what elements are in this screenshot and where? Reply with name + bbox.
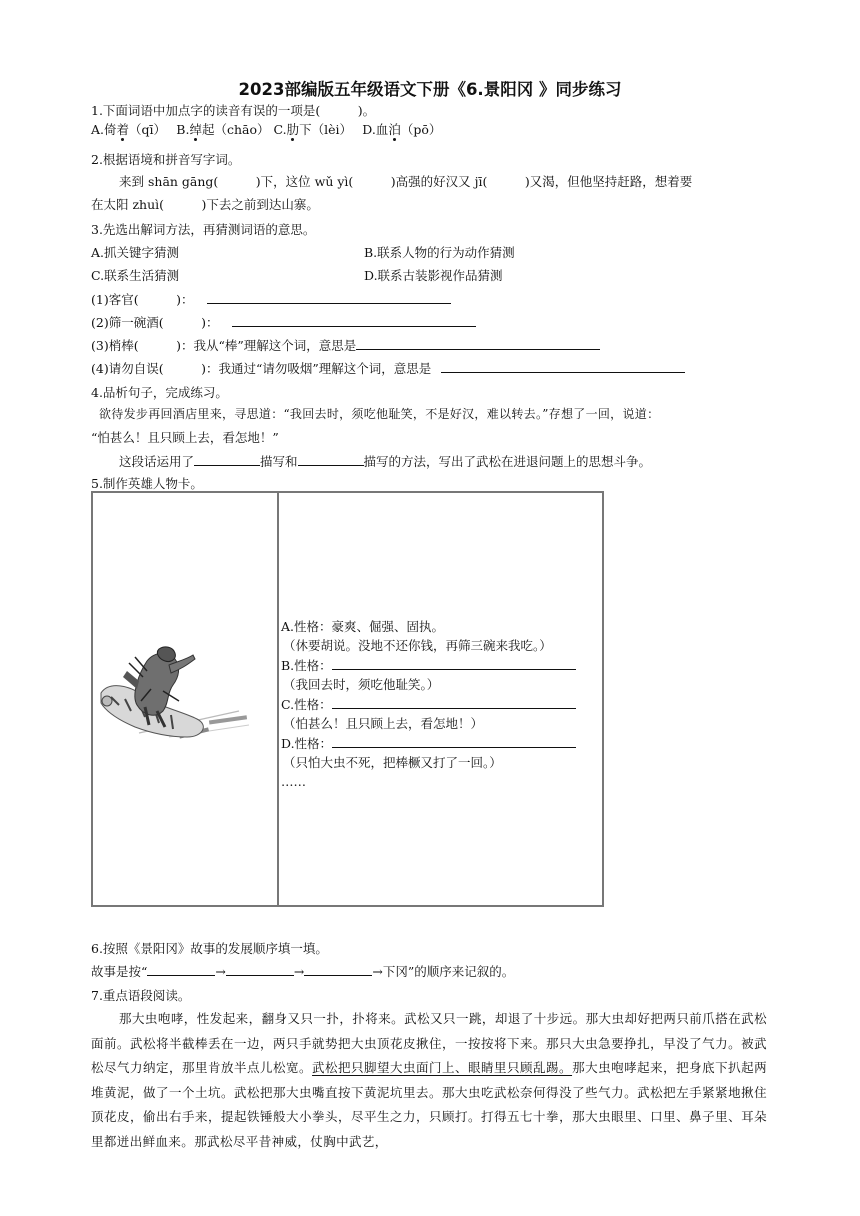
q3-item-1: (1)客官( )： xyxy=(91,290,451,309)
answer-blank[interactable] xyxy=(298,453,364,466)
q1-option-d: D.血泊（pō） xyxy=(362,122,442,137)
card-divider xyxy=(277,493,279,905)
q5-stem: 5.制作英雄人物卡。 xyxy=(91,476,203,491)
q4-stem: 4.品析句子，完成练习。 xyxy=(91,385,228,400)
ellipsis: …… xyxy=(281,774,306,789)
trait-c: C.性格： xyxy=(281,695,576,714)
answer-line[interactable] xyxy=(441,360,685,373)
hero-card xyxy=(91,491,604,907)
answer-line[interactable] xyxy=(207,291,451,304)
q7-stem: 7.重点语段阅读。 xyxy=(91,988,191,1003)
q3-option-d: D.联系古装影视作品猜测 xyxy=(364,268,503,283)
q3-option-b: B.联系人物的行为动作猜测 xyxy=(364,245,515,260)
q2-line1: 来到 shān gāng( )下，这位 wǔ yì( )高强的好汉又 jī( )又渴，但他坚持赶路，想着要 xyxy=(119,174,693,189)
q6-sequence: 故事是按“ → → →下冈”的顺序来记叙的。 xyxy=(91,964,515,979)
dotted-char: 绰 xyxy=(189,122,202,137)
q1-option-a: A.倚着（qī） xyxy=(91,122,160,137)
q4-quote-line1: 欲待发步再回酒店里来，寻思道：“我回去时，须吃他耻笑，不是好汉，难以转去。”存想了一回，说道： xyxy=(99,407,660,421)
answer-blank[interactable] xyxy=(304,963,372,976)
answer-blank[interactable] xyxy=(147,963,215,976)
q6-stem: 6.按照《景阳冈》故事的发展顺序填一填。 xyxy=(91,941,328,956)
answer-blank[interactable] xyxy=(226,963,294,976)
underlined-sentence: 武松把只脚望大虫面门上、眼睛里只顾乱踢。 xyxy=(312,1060,573,1075)
q3-item-2: (2)筛一碗酒( )： xyxy=(91,313,476,332)
q3-option-a: A.抓关键字猜测 xyxy=(91,245,180,260)
dotted-char: 泊 xyxy=(388,122,401,137)
q1-options xyxy=(91,120,441,139)
trait-d-quote: （只怕大虫不死，把棒橛又打了一回。） xyxy=(283,755,502,770)
reading-passage: 那大虫咆哮，性发起来，翻身又只一扑，扑将来。武松又只一跳，却退了十步远。那大虫却好把两只前爪搭在武松面前。武松将半截棒丢在一边，两只手就势把大虫顶花皮揪住，一按按将下来。那只大虫急要挣扎，早没了气力。被武松尽气力纳定，那里肯放半点儿松宽。武松把只脚望大虫面门上、眼睛里只顾乱踢。那大虫咆哮起来，把身底下扒起两堆黄泥，做了一个土坑。武松把那大虫嘴直按下黄泥坑里去。那大虫吃武松奈何得没了些气力。武松把左手紧紧地揪住顶花皮，偷出右手来，提起铁锤般大小拳头，尽平生之力，只顾打。打得五七十拳，那大虫眼里、口里、鼻子里、耳朵里都迸出鲜血来。那武松尽平昔神威，仗胸中武艺， xyxy=(91,1011,767,1149)
trait-c-quote: （怕甚么！且只顾上去，看怎地！） xyxy=(283,716,484,731)
trait-b-quote: （我回去时，须吃他耻笑。） xyxy=(283,677,440,692)
answer-line[interactable] xyxy=(332,657,576,670)
trait-a: A.性格：豪爽、倔强、固执。 xyxy=(281,619,445,634)
dotted-char: 肋 xyxy=(286,122,300,137)
answer-line[interactable] xyxy=(356,337,600,350)
trait-d: D.性格： xyxy=(281,734,576,753)
q3-option-c: C.联系生活猜测 xyxy=(91,268,180,283)
trait-b: B.性格： xyxy=(281,656,576,675)
q3-item-4: (4)请勿自误( )：我通过“请勿吸烟”理解这个词，意思是 xyxy=(91,359,685,378)
q2-stem: 2.根据语境和拼音写字词。 xyxy=(91,152,241,167)
q3-stem: 3.先选出解词方法，再猜测词语的意思。 xyxy=(91,222,316,237)
q1-stem: 1.下面词语中加点字的读音有误的一项是( )。 xyxy=(91,103,376,118)
wusong-fighting-tiger-illustration xyxy=(99,641,249,751)
answer-blank[interactable] xyxy=(194,453,260,466)
q3-item-3: (3)梢棒( )：我从“棒”理解这个词，意思是 xyxy=(91,336,600,355)
q1-option-c: C.肋下（lèi） xyxy=(273,122,346,137)
q1-option-b: B.绰起（chāo） xyxy=(176,122,270,137)
q4-answer: 这段话运用了 描写和 描写的方法，写出了武松在进退问题上的思想斗争。 xyxy=(119,454,652,469)
page-title: 2023部编版五年级语文下册《6.景阳冈 》同步练习 xyxy=(238,80,622,99)
q2-line2: 在太阳 zhuì( )下去之前到达山寨。 xyxy=(91,197,319,212)
dotted-char: 着 xyxy=(116,122,130,137)
trait-a-quote: （休要胡说。没地不还你钱，再筛三碗来我吃。） xyxy=(283,638,552,653)
answer-line[interactable] xyxy=(332,696,576,709)
answer-line[interactable] xyxy=(332,735,576,748)
answer-line[interactable] xyxy=(232,314,476,327)
q4-quote-line2: “怕甚么！且只顾上去，看怎地！” xyxy=(91,430,279,445)
